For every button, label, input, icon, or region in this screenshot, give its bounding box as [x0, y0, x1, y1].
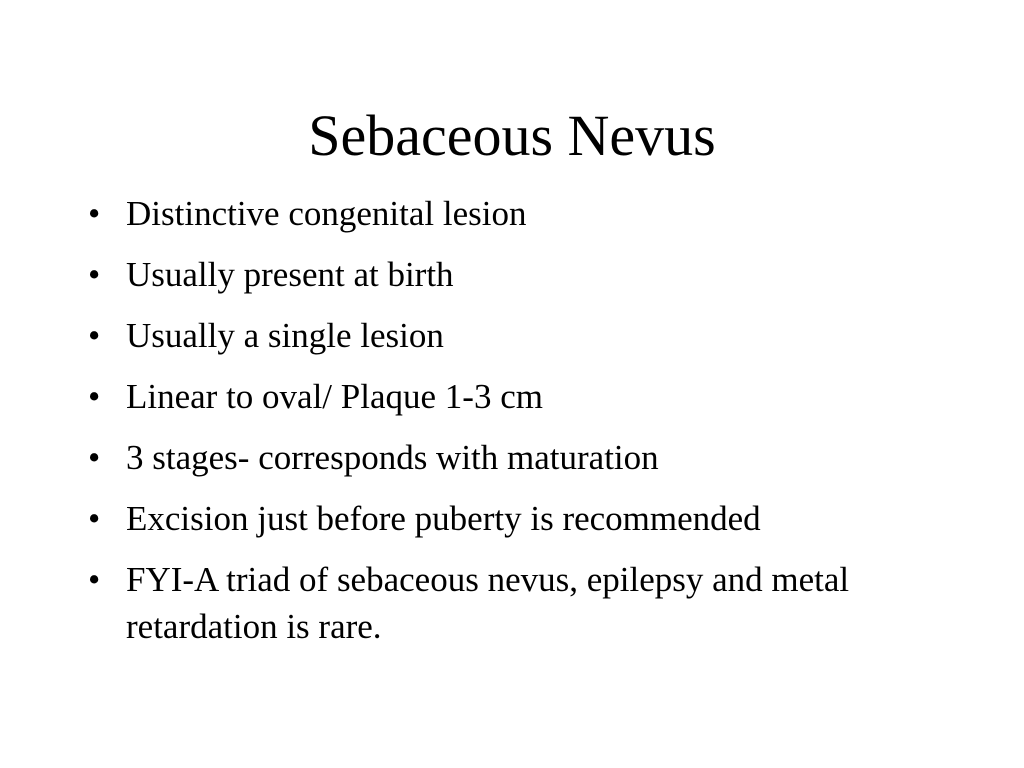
bullet-text: Linear to oval/ Plaque 1-3 cm — [126, 377, 543, 416]
bullet-text: Distinctive congenital lesion — [126, 194, 527, 233]
bullet-item — [88, 434, 928, 481]
bullet-text: FYI-A triad of sebaceous nevus, epilepsy and metal retardation is rare. — [126, 560, 850, 646]
slide-title: Sebaceous Nevus — [308, 103, 716, 168]
bullet-item — [88, 495, 928, 542]
bullet-icon: • — [88, 377, 101, 416]
bullet-item — [88, 190, 928, 237]
bullet-text: Usually a single lesion — [126, 316, 444, 355]
bullet-text: 3 stages- corresponds with maturation — [126, 438, 659, 477]
bullet-item — [88, 556, 928, 650]
bullet-icon: • — [88, 255, 101, 294]
bullet-icon: • — [88, 316, 101, 355]
bullet-text: Excision just before puberty is recommended — [126, 499, 761, 538]
bullet-icon: • — [88, 438, 101, 477]
bullet-text: Usually present at birth — [126, 255, 454, 294]
bullet-list — [88, 190, 928, 664]
bullet-icon: • — [88, 194, 101, 233]
bullet-item — [88, 312, 928, 359]
bullet-icon: • — [88, 499, 101, 538]
bullet-icon: • — [88, 560, 101, 599]
bullet-item — [88, 251, 928, 298]
bullet-item — [88, 373, 928, 420]
